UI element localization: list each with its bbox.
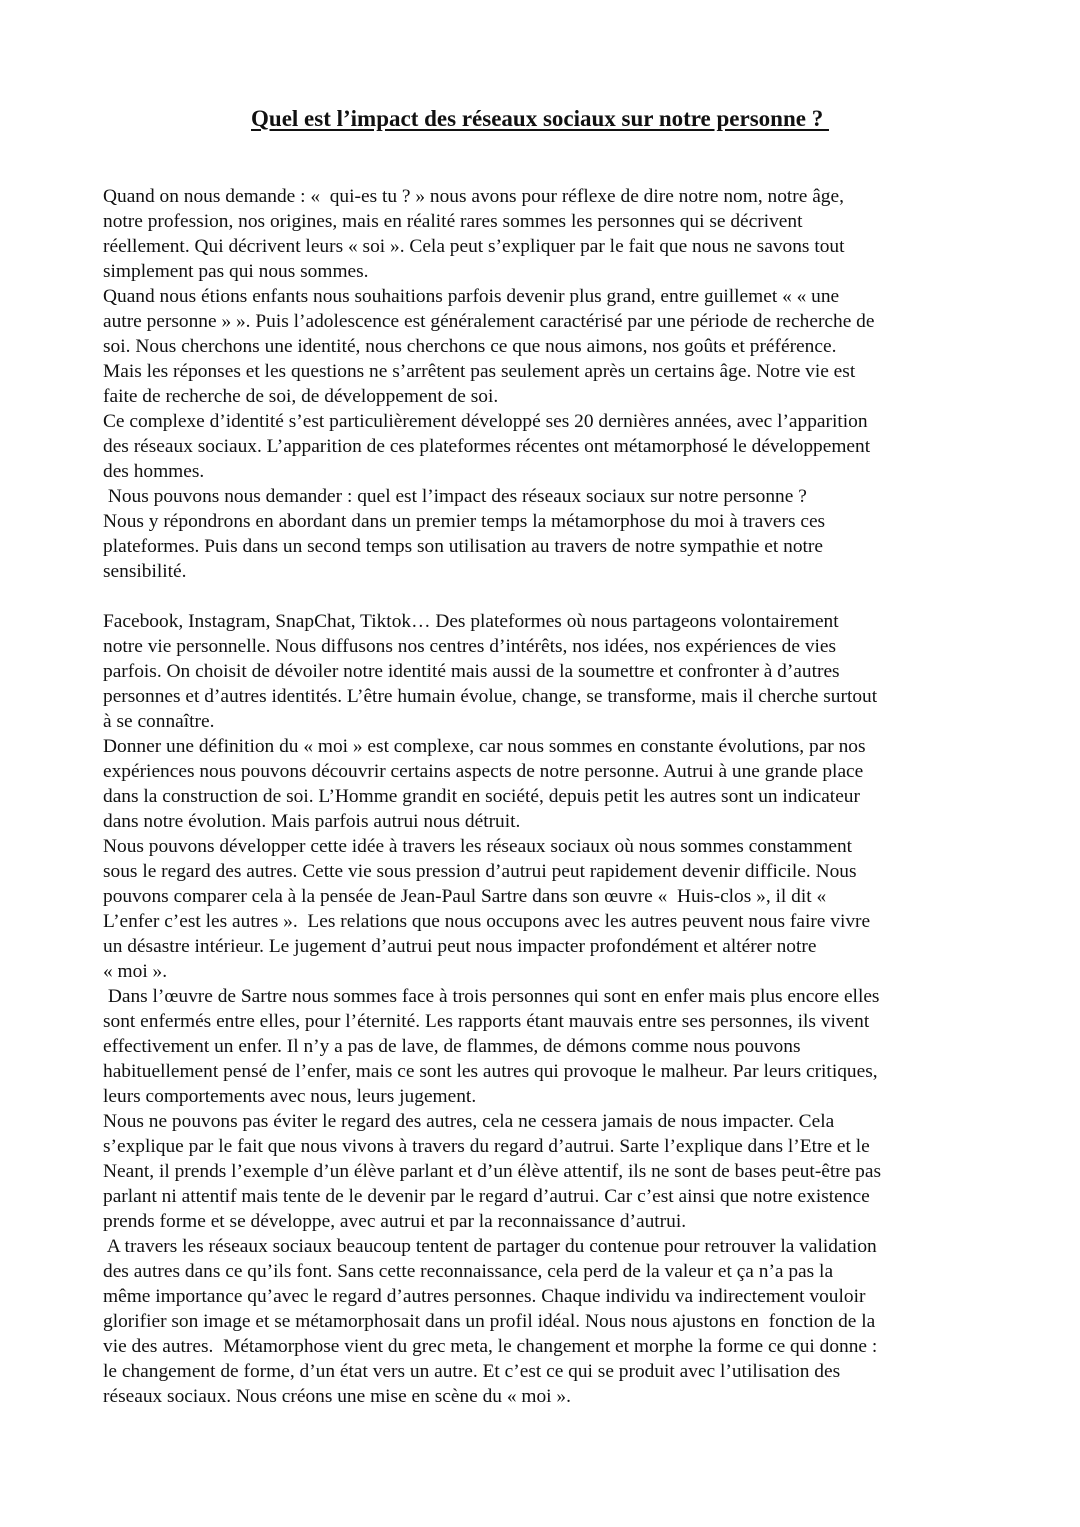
text-line: expériences nous pouvons découvrir certains aspects de notre personne. Autrui à une grande place bbox=[103, 761, 864, 782]
text-line: dans notre évolution. Mais parfois autrui nous détruit. bbox=[103, 811, 521, 832]
text-line: même importance qu’avec le regard d’autres personnes. Chaque individu va indirectement vouloir bbox=[103, 1286, 866, 1307]
text-line: dans la construction de soi. L’Homme grandit en société, depuis petit les autres sont un indicateur bbox=[103, 786, 860, 807]
text-line: Nous ne pouvons pas éviter le regard des autres, cela ne cessera jamais de nous impacter. Cela bbox=[103, 1111, 835, 1132]
text-line: notre vie personnelle. Nous diffusons nos centres d’intérêts, nos idées, nos expériences de vies bbox=[103, 636, 837, 657]
text-line: « moi ». bbox=[103, 961, 168, 982]
text-line: leurs comportements avec nous, leurs jugement. bbox=[103, 1086, 477, 1107]
text-line: des réseaux sociaux. L’apparition de ces plateformes récentes ont métamorphosé le développement bbox=[103, 436, 871, 457]
text-line: plateformes. Puis dans un second temps son utilisation au travers de notre sympathie et notre bbox=[103, 536, 823, 557]
text-line: sous le regard des autres. Cette vie sous pression d’autrui peut rapidement devenir difficile. Nous bbox=[103, 861, 857, 882]
text-line: Mais les réponses et les questions ne s’arrêtent pas seulement après un certains âge. Notre vie est bbox=[103, 361, 856, 382]
paragraph-gap bbox=[103, 584, 983, 609]
text-line: le changement de forme, d’un état vers un autre. Et c’est ce qui se produit avec l’utilisation des bbox=[103, 1361, 841, 1382]
text-line: prends forme et se développe, avec autrui et par la reconnaissance d’autrui. bbox=[103, 1211, 687, 1232]
text-line: vie des autres. Métamorphose vient du grec meta, le changement et morphe la forme ce qui donne : bbox=[103, 1336, 878, 1357]
text-line: des autres dans ce qu’ils font. Sans cette reconnaissance, cela perd de la valeur et ça n’a pas la bbox=[103, 1261, 834, 1282]
text-line: Neant, il prends l’exemple d’un élève parlant et d’un élève attentif, ils ne sont de bases peut-être pas bbox=[103, 1161, 882, 1182]
text-line: Facebook, Instagram, SnapChat, Tiktok… Des plateformes où nous partageons volontairement bbox=[103, 611, 839, 632]
text-line: sensibilité. bbox=[103, 561, 187, 582]
text-line: sont enfermés entre elles, pour l’éternité. Les rapports étant mauvais entre ses personnes, ils vivent bbox=[103, 1011, 870, 1032]
text-line: réellement. Qui décrivent leurs « soi ». Cela peut s’expliquer par le fait que nous ne savons tout bbox=[103, 236, 845, 257]
text-line: parlant ni attentif mais tente de le devenir par le regard d’autrui. Car c’est ainsi que notre existence bbox=[103, 1186, 870, 1207]
text-line: autre personne » ». Puis l’adolescence est généralement caractérisé par une période de recherche de bbox=[103, 311, 875, 332]
text-line: Quand on nous demande : « qui-es tu ? » nous avons pour réflexe de dire notre nom, notre âge, bbox=[103, 186, 844, 207]
text-line: personnes et d’autres identités. L’être humain évolue, change, se transforme, mais il cherche surtout bbox=[103, 686, 878, 707]
text-line: Nous pouvons développer cette idée à travers les réseaux sociaux où nous sommes constamment bbox=[103, 836, 853, 857]
text-line: A travers les réseaux sociaux beaucoup tentent de partager du contenue pour retrouver la validation bbox=[103, 1236, 877, 1257]
text-line: glorifier son image et se métamorphosait dans un profil idéal. Nous nous ajustons en fonction de la bbox=[103, 1311, 876, 1332]
text-line: simplement pas qui nous sommes. bbox=[103, 261, 369, 282]
text-line: soi. Nous cherchons une identité, nous cherchons ce que nous aimons, nos goûts et préférence. bbox=[103, 336, 837, 357]
text-line: habituellement pensé de l’enfer, mais ce sont les autres qui provoque le malheur. Par leurs critiques, bbox=[103, 1061, 878, 1082]
text-line: des hommes. bbox=[103, 461, 205, 482]
text-line: Donner une définition du « moi » est complexe, car nous sommes en constante évolutions, par nos bbox=[103, 736, 866, 757]
text-line: notre profession, nos origines, mais en réalité rares sommes les personnes qui se décrivent bbox=[103, 211, 803, 232]
text-line: réseaux sociaux. Nous créons une mise en scène du « moi ». bbox=[103, 1386, 571, 1407]
text-line: s’explique par le fait que nous vivons à travers du regard d’autrui. Sarte l’explique dans l’Etre et le bbox=[103, 1136, 870, 1157]
text-line: un désastre intérieur. Le jugement d’autrui peut nous impacter profondément et altérer notre bbox=[103, 936, 817, 957]
text-line: effectivement un enfer. Il n’y a pas de lave, de flammes, de démons comme nous pouvons bbox=[103, 1036, 801, 1057]
text-line: L’enfer c’est les autres ». Les relations que nous occupons avec les autres peuvent nous faire vivre bbox=[103, 911, 871, 932]
text-line: à se connaître. bbox=[103, 711, 215, 732]
text-line: parfois. On choisit de dévoiler notre identité mais aussi de la soumettre et confronter à d’autres bbox=[103, 661, 840, 682]
document-title: Quel est l’impact des réseaux sociaux sur notre personne ? bbox=[251, 106, 829, 131]
text-line: faite de recherche de soi, de développement de soi. bbox=[103, 386, 499, 407]
text-line: Dans l’œuvre de Sartre nous sommes face à trois personnes qui sont en enfer mais plus encore elles bbox=[103, 986, 880, 1007]
text-line: pouvons comparer cela à la pensée de Jean-Paul Sartre dans son œuvre « Huis-clos », il dit « bbox=[103, 886, 827, 907]
text-line: Nous y répondrons en abordant dans un premier temps la métamorphose du moi à travers ces bbox=[103, 511, 826, 532]
text-line: Ce complexe d’identité s’est particulièrement développé ses 20 dernières années, avec l’apparition bbox=[103, 411, 868, 432]
document-body bbox=[103, 184, 983, 1409]
text-line: Nous pouvons nous demander : quel est l’impact des réseaux sociaux sur notre personne ? bbox=[103, 486, 807, 507]
text-line: Quand nous étions enfants nous souhaitions parfois devenir plus grand, entre guillemet « « une bbox=[103, 286, 840, 307]
